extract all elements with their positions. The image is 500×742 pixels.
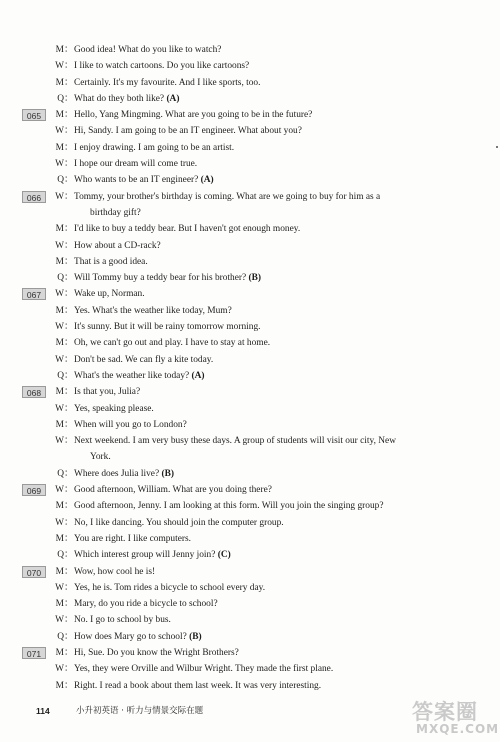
- dialogue-text: [74, 384, 140, 400]
- dialogue-line: [0, 612, 500, 628]
- dialogue-sentence: Wow, how cool he is!: [74, 566, 156, 577]
- dialogue-sentence: When will you go to London?: [74, 419, 187, 430]
- speaker-colon: ：: [64, 77, 74, 88]
- dialogue-sentence: Oh, we can't go out and play. I have to stay at home.: [74, 338, 271, 349]
- speaker-colon: ：: [64, 533, 74, 544]
- speaker-colon: ：: [64, 550, 74, 561]
- speaker-colon: ：: [64, 615, 74, 626]
- book-title: 小升初英语 · 听力与情景交际在题: [76, 706, 204, 716]
- dialogue-text: [74, 156, 197, 172]
- speaker-label: W: [55, 664, 64, 675]
- dialogue-line: [0, 482, 500, 498]
- document-page: [0, 42, 500, 694]
- dialogue-line: [0, 417, 500, 433]
- speaker-colon: ：: [64, 631, 74, 642]
- speaker-colon: ：: [64, 387, 74, 398]
- watermark-text: 答案圈: [412, 700, 478, 724]
- dialogue-line: [0, 335, 500, 351]
- dialogue-line: [0, 42, 500, 58]
- dialogue-line: [0, 140, 500, 156]
- dialogue-sentence: Where does Julia live?: [74, 468, 162, 479]
- dialogue-text: [74, 123, 302, 139]
- speaker-colon: ：: [64, 566, 74, 577]
- speaker-colon: ：: [64, 599, 74, 610]
- item-number-badge: 065: [22, 109, 46, 121]
- dialogue-text: [74, 564, 155, 580]
- speaker-label: W: [55, 322, 64, 333]
- dialogue-text: [74, 482, 272, 498]
- answer-key: (B): [189, 631, 202, 642]
- dialogue-text: [74, 42, 221, 58]
- speaker-colon: ：: [64, 419, 74, 430]
- speaker-label: Q: [57, 93, 64, 104]
- speaker-colon: ：: [64, 468, 74, 479]
- dialogue-text: [74, 91, 179, 107]
- speaker-colon: ：: [64, 240, 74, 251]
- speaker-label: Q: [57, 468, 64, 479]
- item-number-badge: 071: [22, 647, 46, 659]
- dialogue-sentence: Yes, they were Orville and Wilbur Wright. They made the first plane.: [74, 664, 334, 675]
- dialogue-line: [0, 352, 500, 368]
- speaker-label: W: [55, 191, 64, 202]
- dialogue-text: [74, 401, 154, 417]
- dialogue-text: [74, 140, 234, 156]
- answer-key: (A): [191, 370, 205, 381]
- dialogue-sentence: Mary, do you ride a bicycle to school?: [74, 599, 218, 610]
- dialogue-text: [74, 254, 148, 270]
- speaker-label: M: [55, 387, 64, 398]
- speaker-colon: ：: [64, 647, 74, 658]
- speaker-label: M: [55, 566, 64, 577]
- speaker-label: M: [55, 256, 64, 267]
- speaker-colon: ：: [64, 436, 74, 447]
- dialogue-text: [74, 417, 187, 433]
- dialogue-line: [0, 401, 500, 417]
- answer-key: (A): [200, 175, 214, 186]
- speaker-label: M: [55, 501, 64, 512]
- dialogue-line: [0, 172, 500, 188]
- answer-key: (B): [248, 273, 262, 284]
- dialogue-sentence: Don't be sad. We can fly a kite today.: [74, 354, 214, 365]
- dialogue-text: [74, 531, 191, 547]
- dialogue-line: [0, 580, 500, 596]
- dialogue-sentence: You are right. I like computers.: [74, 533, 191, 544]
- speaker-colon: ：: [64, 370, 74, 381]
- speaker-colon: ：: [64, 93, 74, 104]
- dialogue-sentence: Tommy, your brother's birthday is coming. What are we going to buy for him as a: [74, 191, 381, 202]
- dialogue-text: [74, 498, 383, 514]
- speaker-colon: ：: [64, 289, 74, 300]
- dialogue-text: [74, 58, 249, 74]
- dialogue-line: [0, 678, 500, 694]
- dialogue-text: [74, 433, 396, 449]
- dialogue-sentence: I enjoy drawing. I am going to be an artist.: [74, 142, 235, 153]
- speaker-colon: ：: [64, 224, 74, 235]
- dialogue-sentence: Which interest group will Jenny join?: [74, 550, 218, 561]
- speaker-label: W: [55, 615, 64, 626]
- watermark-logo: [408, 696, 500, 742]
- speaker-colon: ：: [64, 45, 74, 55]
- dialogue-line: [0, 91, 500, 107]
- dialogue-sentence: Will Tommy buy a teddy bear for his brother?: [74, 273, 249, 284]
- speaker-label: W: [55, 289, 64, 300]
- dialogue-sentence: York.: [90, 452, 111, 463]
- dialogue-sentence: What do they both like?: [74, 93, 167, 104]
- dialogue-sentence: No. I go to school by bus.: [74, 615, 171, 626]
- speaker-label: W: [55, 403, 64, 414]
- dialogue-line: [0, 156, 500, 172]
- dialogue-sentence: Yes, he is. Tom rides a bicycle to school every day.: [74, 582, 266, 593]
- item-number-badge: 066: [22, 191, 46, 203]
- speaker-colon: ：: [64, 517, 74, 528]
- dialogue-line: [0, 319, 500, 335]
- dialogue-line: [0, 466, 500, 482]
- dialogue-line: [0, 384, 500, 400]
- page-number: 114: [36, 706, 50, 716]
- answer-key: (C): [217, 550, 231, 561]
- dialogue-sentence: Hi, Sandy. I am going to be an IT engineer. What about you?: [74, 126, 302, 137]
- dialogue-line: [0, 498, 500, 514]
- dialogue-sentence: What's the weather like today?: [74, 370, 192, 381]
- dialogue-text: [74, 303, 232, 319]
- speaker-label: W: [55, 61, 64, 72]
- speaker-label: W: [55, 436, 64, 447]
- dialogue-sentence: I hope our dream will come true.: [74, 159, 198, 170]
- answer-key: (A): [166, 93, 180, 104]
- speaker-label: M: [55, 647, 64, 658]
- speaker-label: Q: [57, 175, 64, 186]
- speaker-colon: ：: [64, 110, 74, 121]
- dialogue-line: [0, 254, 500, 270]
- item-number-badge: 069: [22, 484, 46, 496]
- speaker-colon: ：: [64, 501, 74, 512]
- speaker-label: W: [55, 354, 64, 365]
- speaker-colon: ：: [64, 485, 74, 496]
- dialogue-line: [0, 270, 500, 286]
- speaker-label: M: [55, 305, 64, 316]
- speaker-label: M: [55, 533, 64, 544]
- dialogue-sentence: How about a CD-rack?: [74, 240, 161, 251]
- dialogue-line: [0, 58, 500, 74]
- dialogue-line: [0, 189, 500, 205]
- dialogue-text: [74, 319, 260, 335]
- dialogue-sentence: Good afternoon, Jenny. I am looking at this form. Will you join the singing group?: [74, 501, 384, 512]
- dialogue-text: [74, 515, 284, 531]
- speaker-label: M: [55, 599, 64, 610]
- speaker-colon: ：: [64, 322, 74, 333]
- dialogue-text: [74, 547, 231, 563]
- speaker-colon: ：: [64, 680, 74, 691]
- item-number-badge: 068: [22, 386, 46, 398]
- dialogue-line: [0, 531, 500, 547]
- dialogue-sentence: How does Mary go to school?: [74, 631, 190, 642]
- dialogue-sentence: It's sunny. But it will be rainy tomorrow morning.: [74, 322, 261, 333]
- speaker-label: W: [55, 582, 64, 593]
- speaker-label: M: [55, 680, 64, 691]
- dialogue-text: [74, 661, 333, 677]
- dialogue-line: [0, 123, 500, 139]
- dialogue-line: [0, 433, 500, 449]
- dialogue-sentence: That is a good idea.: [74, 256, 148, 267]
- dialogue-line: [0, 205, 500, 221]
- dialogue-sentence: Next weekend. I am very busy these days. A group of students will visit our city, New: [74, 436, 396, 447]
- dialogue-text: [74, 335, 270, 351]
- dialogue-line: [0, 661, 500, 677]
- dialogue-text: [74, 107, 312, 123]
- dialogue-sentence: birthday gift?: [90, 207, 141, 218]
- dialogue-text: [74, 612, 171, 628]
- dialogue-text: [74, 629, 202, 645]
- speaker-label: W: [55, 517, 64, 528]
- dialogue-text: [74, 466, 174, 482]
- dialogue-sentence: Is that you, Julia?: [74, 387, 141, 398]
- dialogue-line: [0, 107, 500, 123]
- dialogue-line: [0, 286, 500, 302]
- speaker-colon: ：: [64, 273, 74, 284]
- speaker-colon: ：: [64, 664, 74, 675]
- speaker-label: M: [55, 77, 64, 88]
- dialogue-text: [74, 270, 261, 286]
- speaker-colon: ：: [64, 142, 74, 153]
- speaker-colon: ：: [64, 126, 74, 137]
- speaker-colon: ：: [64, 175, 74, 186]
- speaker-label: M: [55, 338, 64, 349]
- speaker-label: M: [55, 224, 64, 235]
- dialogue-line: [0, 449, 500, 465]
- speaker-colon: ：: [64, 582, 74, 593]
- speaker-label: Q: [57, 631, 64, 642]
- dialogue-text: [90, 449, 111, 465]
- speaker-label: Q: [57, 550, 64, 561]
- dialogue-text: [74, 172, 214, 188]
- dialogue-sentence: I like to watch cartoons. Do you like cartoons?: [74, 61, 250, 72]
- item-number-badge: 067: [22, 288, 46, 300]
- dialogue-line: [0, 221, 500, 237]
- dialogue-line: [0, 645, 500, 661]
- speaker-label: W: [55, 126, 64, 137]
- dialogue-text: [74, 645, 239, 661]
- dialogue-sentence: Good idea! What do you like to watch?: [74, 45, 222, 55]
- margin-dot: [496, 146, 498, 148]
- speaker-colon: ：: [64, 159, 74, 170]
- speaker-label: W: [55, 240, 64, 251]
- dialogue-line: [0, 564, 500, 580]
- dialogue-line: [0, 303, 500, 319]
- speaker-label: M: [55, 45, 64, 55]
- dialogue-text: [74, 580, 265, 596]
- speaker-colon: ：: [64, 338, 74, 349]
- dialogue-sentence: Hello, Yang Mingming. What are you going to be in the future?: [74, 110, 313, 121]
- dialogue-line: [0, 368, 500, 384]
- dialogue-sentence: Certainly. It's my favourite. And I like sports, too.: [74, 77, 261, 88]
- dialogue-text: [90, 205, 141, 221]
- speaker-colon: ：: [64, 256, 74, 267]
- dialogue-text: [74, 678, 321, 694]
- dialogue-text: [74, 75, 260, 91]
- item-number-badge: 070: [22, 566, 46, 578]
- dialogue-text: [74, 596, 218, 612]
- dialogue-line: [0, 547, 500, 563]
- answer-key: (B): [161, 468, 174, 479]
- dialogue-text: [74, 189, 380, 205]
- dialogue-sentence: Yes. What's the weather like today, Mum?: [74, 305, 232, 316]
- dialogue-sentence: Who wants to be an IT engineer?: [74, 175, 201, 186]
- dialogue-text: [74, 368, 205, 384]
- dialogue-sentence: Yes, speaking please.: [74, 403, 154, 414]
- dialogue-sentence: Right. I read a book about them last week. It was very interesting.: [74, 680, 322, 691]
- dialogue-text: [74, 286, 145, 302]
- speaker-label: W: [55, 159, 64, 170]
- speaker-colon: ：: [64, 403, 74, 414]
- speaker-label: M: [55, 110, 64, 121]
- watermark-url: MXQE.COM: [416, 722, 500, 736]
- dialogue-line: [0, 238, 500, 254]
- speaker-label: M: [55, 419, 64, 430]
- dialogue-line: [0, 515, 500, 531]
- speaker-label: W: [55, 485, 64, 496]
- dialogue-text: [74, 238, 161, 254]
- speaker-colon: ：: [64, 354, 74, 365]
- dialogue-sentence: No, I like dancing. You should join the computer group.: [74, 517, 284, 528]
- speaker-colon: ：: [64, 191, 74, 202]
- dialogue-line: [0, 75, 500, 91]
- dialogue-sentence: I'd like to buy a teddy bear. But I haven't got enough money.: [74, 224, 301, 235]
- dialogue-line: [0, 596, 500, 612]
- speaker-label: Q: [57, 273, 64, 284]
- speaker-colon: ：: [64, 305, 74, 316]
- dialogue-text: [74, 352, 213, 368]
- dialogue-line: [0, 629, 500, 645]
- dialogue-sentence: Hi, Sue. Do you know the Wright Brothers?: [74, 647, 239, 658]
- dialogue-text: [74, 221, 300, 237]
- dialogue-sentence: Good afternoon, William. What are you doing there?: [74, 485, 272, 496]
- speaker-label: Q: [57, 370, 64, 381]
- speaker-colon: ：: [64, 61, 74, 72]
- speaker-label: M: [55, 142, 64, 153]
- dialogue-sentence: Wake up, Norman.: [74, 289, 145, 300]
